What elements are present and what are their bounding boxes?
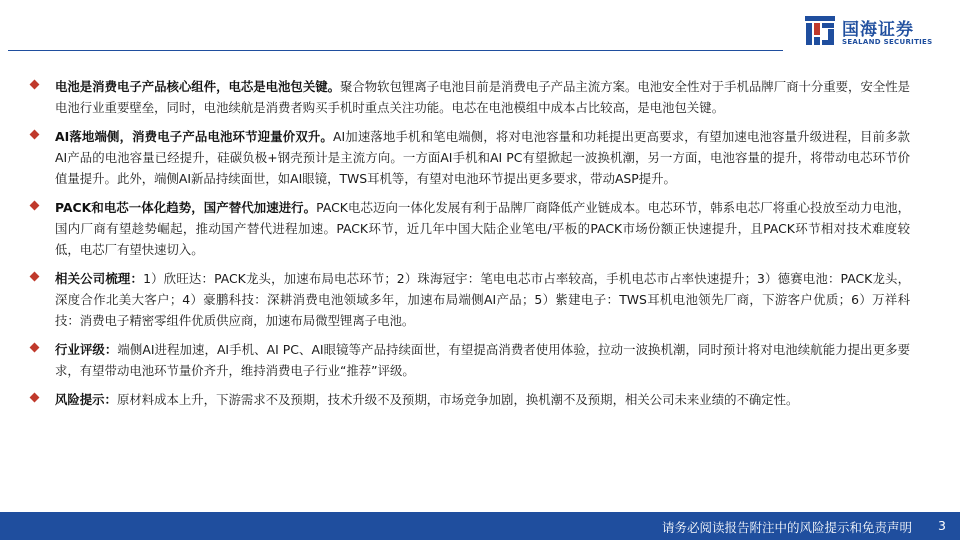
diamond-bullet-icon <box>30 80 40 90</box>
bullet-battery-core <box>30 76 910 118</box>
diamond-bullet-icon <box>30 343 40 353</box>
sealand-logo-icon <box>804 14 836 48</box>
bullet-text <box>55 389 910 410</box>
diamond-bullet-icon <box>30 393 40 403</box>
header-rule <box>8 50 783 51</box>
bullet-text <box>55 126 910 189</box>
brand-logo <box>804 14 954 54</box>
bullet-text <box>55 76 910 118</box>
bullet-body: AI加速落地手机和笔电端侧，将对电池容量和功耗提出更高要求，有望加速电池容量升级进程，目前多款AI产品的电池容量已经提升，硅碳负极+钢壳预计是主流方向。一方面AI手机和AI PC有望掀起一波换机潮，另一方面，电池容量的提升，将带动电芯环节价值量提升。此外，端侧AI新品持续面世，如AI眼镜，TWS耳机等，有望对电池环节提出更多要求，带动ASP提升。 <box>55 129 910 186</box>
brand-name-en: SEALAND SECURITIES <box>842 38 933 46</box>
bullet-pack-integration <box>30 197 910 260</box>
bullet-text <box>55 197 910 260</box>
brand-name-cn: 国海证券 <box>842 20 914 40</box>
diamond-bullet-icon <box>30 272 40 282</box>
diamond-bullet-icon <box>30 201 40 211</box>
bullet-heading: PACK和电芯一体化趋势，国产替代加速进行。 <box>55 200 317 215</box>
bullet-text <box>55 339 910 381</box>
page-number: 3 <box>938 518 946 533</box>
bullet-body: 端侧AI进程加速，AI手机、AI PC、AI眼镜等产品持续面世，有望提高消费者使用体验，拉动一波换机潮，同时预计将对电池续航能力提出更多要求，有望带动电池环节量价齐升，维持消费电子行业“推荐”评级。 <box>55 342 910 378</box>
bullet-related-companies <box>30 268 910 331</box>
bullet-text <box>55 268 910 331</box>
bullet-body: PACK电芯迈向一体化发展有利于品牌厂商降低产业链成本。电芯环节，韩系电芯厂将重心投放至动力电池，国内厂商有望趁势崛起，推动国产替代进程加速。PACK环节，近几年中国大陆企业笔电/平板的PACK市场份额正快速提升，且PACK环节相对技术难度较低，电芯厂有望快速切入。 <box>55 200 910 257</box>
footer-bar <box>0 512 960 540</box>
bullet-body: 聚合物软包锂离子电池目前是消费电子产品主流方案。电池安全性对于手机品牌厂商十分重要，安全性是电池行业重要壁垒，同时，电池续航是消费者购买手机时重点关注功能。电芯在电池模组中成本占比较高，是电池包关键。 <box>55 79 910 115</box>
bullet-heading: 行业评级： <box>55 342 118 357</box>
bullet-risk-warning <box>30 389 910 410</box>
bullet-heading: AI落地端侧，消费电子产品电池环节迎量价双升。 <box>55 129 333 144</box>
bullet-industry-rating <box>30 339 910 381</box>
diamond-bullet-icon <box>30 130 40 140</box>
bullet-heading: 相关公司梳理： <box>55 271 144 286</box>
bullet-body: 原材料成本上升，下游需求不及预期，技术升级不及预期，市场竞争加剧，换机潮不及预期，相关公司未来业绩的不确定性。 <box>116 392 799 407</box>
footer-disclaimer: 请务必阅读报告附注中的风险提示和免责声明 <box>661 520 912 535</box>
bullet-body: 1）欣旺达：PACK龙头，加速布局电芯环节；2）珠海冠宇：笔电电芯市占率较高，手机电芯市占率快速提升；3）德赛电池：PACK龙头，深度合作北美大客户；4）豪鹏科技：深耕消费电池领域多年，加速布局端侧AI产品；5）紫建电子：TWS耳机电池领先厂商，下游客户优质；6）万祥科技：消费电子精密零组件优质供应商，加速布局微型锂离子电池。 <box>55 271 910 328</box>
main-content <box>30 76 910 418</box>
bullet-heading: 风险提示： <box>55 392 117 407</box>
bullet-ai-edge <box>30 126 910 189</box>
bullet-heading: 电池是消费电子产品核心组件，电芯是电池包关键。 <box>55 79 340 94</box>
